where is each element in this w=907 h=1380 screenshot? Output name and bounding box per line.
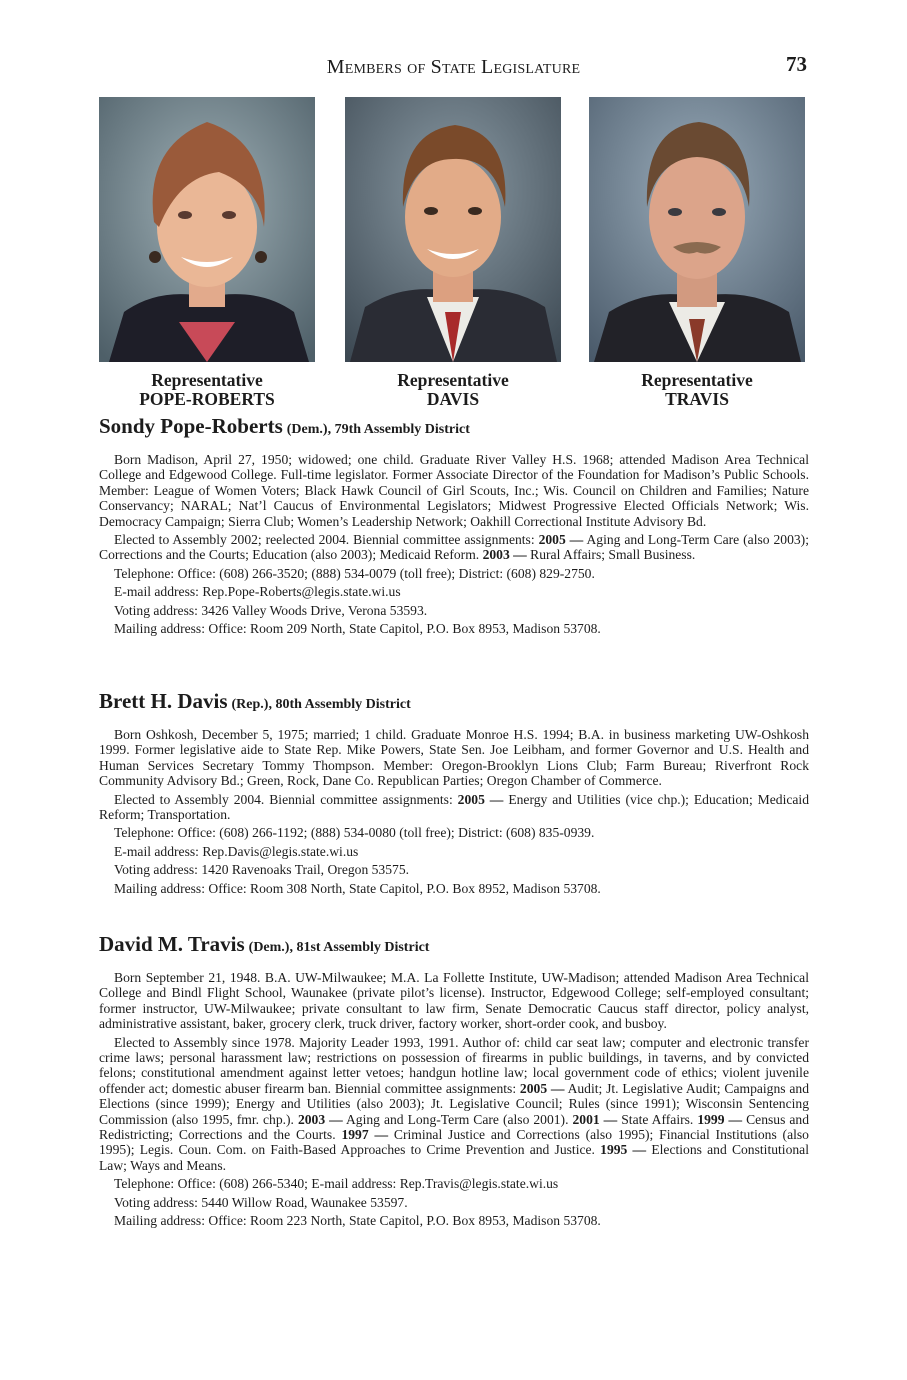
bio-paragraph: Born Oshkosh, December 5, 1975; married; 1 child. Graduate Monroe H.S. 1994; B.A. in business marketing UW-Oshkosh 1999. Former legislative aide to State Rep. Mike Powers, State Sen. Joe Leibham, and former Governor and U.S. Health and Human Services Secretary Tommy Thompson. Member: Oregon-Brooklyn Lions Club; Farm Bureau; Riverfront Rock Community Advisory Bd.; Green, Rock, Dane Co. Republican Parties; Oregon Chamber of Commerce. xyxy=(99,727,809,789)
bio-body xyxy=(99,727,809,896)
contact-line: Mailing address: Office: Room 223 North, State Capitol, P.O. Box 8953, Madison 53708. xyxy=(114,1213,601,1229)
bio-body xyxy=(99,452,809,636)
contact-line: Mailing address: Office: Room 209 North, State Capitol, P.O. Box 8953, Madison 53708. xyxy=(114,621,601,637)
contact-line: E-mail address: Rep.Davis@legis.state.wi.us xyxy=(114,843,359,859)
portrait-davis xyxy=(345,97,561,362)
member-name: David M. Travis xyxy=(99,932,245,956)
bio-heading xyxy=(99,414,809,442)
caption-name: TRAVIS xyxy=(665,389,729,409)
bio-paragraph: Elected to Assembly 2004. Biennial committee assignments: 2005 — Energy and Utilities (vice chp.); Education; Medicaid Reform; Transportation. xyxy=(99,791,810,823)
photo-caption xyxy=(345,371,561,409)
bio-heading xyxy=(99,932,809,960)
bio-davis xyxy=(99,689,809,896)
portrait-pope-roberts xyxy=(99,97,315,362)
caption-role: Representative xyxy=(641,370,753,390)
contact-line: E-mail address: Rep.Pope-Roberts@legis.state.wi.us xyxy=(114,584,401,600)
caption-role: Representative xyxy=(397,370,509,390)
member-name: Brett H. Davis xyxy=(99,689,228,713)
contact-line: Voting address: 3426 Valley Woods Drive, Verona 53593. xyxy=(114,602,428,618)
portrait-travis xyxy=(589,97,805,362)
photo-caption xyxy=(99,371,315,409)
contact-line: Telephone: Office: (608) 266-5340; E-mail address: Rep.Travis@legis.state.wi.us xyxy=(114,1176,559,1192)
caption-name: POPE-ROBERTS xyxy=(139,389,275,409)
member-affiliation: (Dem.), 79th Assembly District xyxy=(286,422,470,437)
bio-paragraph: Elected to Assembly since 1978. Majority Leader 1993, 1991. Author of: child car seat law; computer and electronic transfer crime laws; personal harassment law; restrictions on possession of firearms in public buildings, in taverns, and by convicted felons; constitutional amendment against letter vetoes; handgun hotline law; local government code of ethics; violent juvenile offender act; domestic abuser firearm ban. Biennial committee assignments: 2005 — Audit; Jt. Legislative Audit; Campaigns and Elections (since 1999); Energy and Utilities (also 2003); Jt. Legislative Council; Rules (since 1991); Wisconsin Sentencing Commission (also 1995, fmr. chp.). 2003 — Aging and Long-Term Care (also 2001). 2001 — State Affairs. 1999 — Census and Redistricting; Corrections and the Courts. 1997 — Criminal Justice and Corrections (also 1995); Financial Institutions (also 1995); Legis. Coun. Com. on Faith-Based Approaches to Crime Prevention and Justice. 1995 — Elections and Constitutional Law; Ways and Means. xyxy=(99,1034,810,1173)
contact-line: Voting address: 5440 Willow Road, Waunakee 53597. xyxy=(114,1194,408,1210)
member-affiliation: (Dem.), 81st Assembly District xyxy=(248,940,430,955)
bio-paragraph: Elected to Assembly 2002; reelected 2004. Biennial committee assignments: 2005 — Aging and Long-Term Care (also 2003); Corrections and the Courts; Education (also 2003); Medicaid Reform. 2003 — Rural Affairs; Small Business. xyxy=(99,532,809,563)
bio-body xyxy=(99,970,809,1229)
contact-line: Telephone: Office: (608) 266-1192; (888) 534-0080 (toll free); District: (608) 835-0939. xyxy=(114,825,595,841)
bio-heading xyxy=(99,689,809,717)
page-title: Members of State Legislature xyxy=(326,56,581,78)
member-affiliation: (Rep.), 80th Assembly District xyxy=(231,697,411,712)
contact-line: Telephone: Office: (608) 266-3520; (888) 534-0079 (toll free); District: (608) 829-2750. xyxy=(114,565,595,581)
caption-name: DAVIS xyxy=(426,389,480,409)
photo-caption xyxy=(589,371,805,409)
page-number: 73 xyxy=(786,52,807,76)
contact-line: Voting address: 1420 Ravenoaks Trail, Oregon 53575. xyxy=(114,862,410,878)
member-name: Sondy Pope-Roberts xyxy=(99,414,283,438)
bio-pope-roberts xyxy=(99,414,809,636)
bio-travis xyxy=(99,932,809,1229)
caption-role: Representative xyxy=(151,370,263,390)
bio-paragraph: Born September 21, 1948. B.A. UW-Milwaukee; M.A. La Follette Institute, UW-Madison; attended Madison Area Technical College and Bindl Flight School, Waunakee (private pilot’s license). Instructor, Edgewood College; self-employed consultant; former instructor, UW-Milwaukee; private consultant to law firm, Senate Democratic Caucus staff director, policy analyst, administrative assistant, baker, grocery clerk, truck driver, factory worker, short-order cook, and busboy. xyxy=(99,970,809,1032)
bio-paragraph: Born Madison, April 27, 1950; widowed; one child. Graduate River Valley H.S. 1968; attended Madison Area Technical College and Edgewood College. Full-time legislator. Former Associate Director of the Foundation for Madison’s Public Schools. Member: League of Women Voters; Black Hawk Council of Girl Scouts, Inc.; Wis. Council on Children and Families; Nature Conservancy; NARAL; Nat’l Caucus of Environmental Legislators; Midwest Progressive Elected Officials Network; Wis. Democracy Campaign; Sierra Club; Women’s Leadership Network; Oakhill Correctional Institute Advisory Bd. xyxy=(99,452,809,529)
contact-line: Mailing address: Office: Room 308 North, State Capitol, P.O. Box 8952, Madison 53708. xyxy=(114,880,601,896)
